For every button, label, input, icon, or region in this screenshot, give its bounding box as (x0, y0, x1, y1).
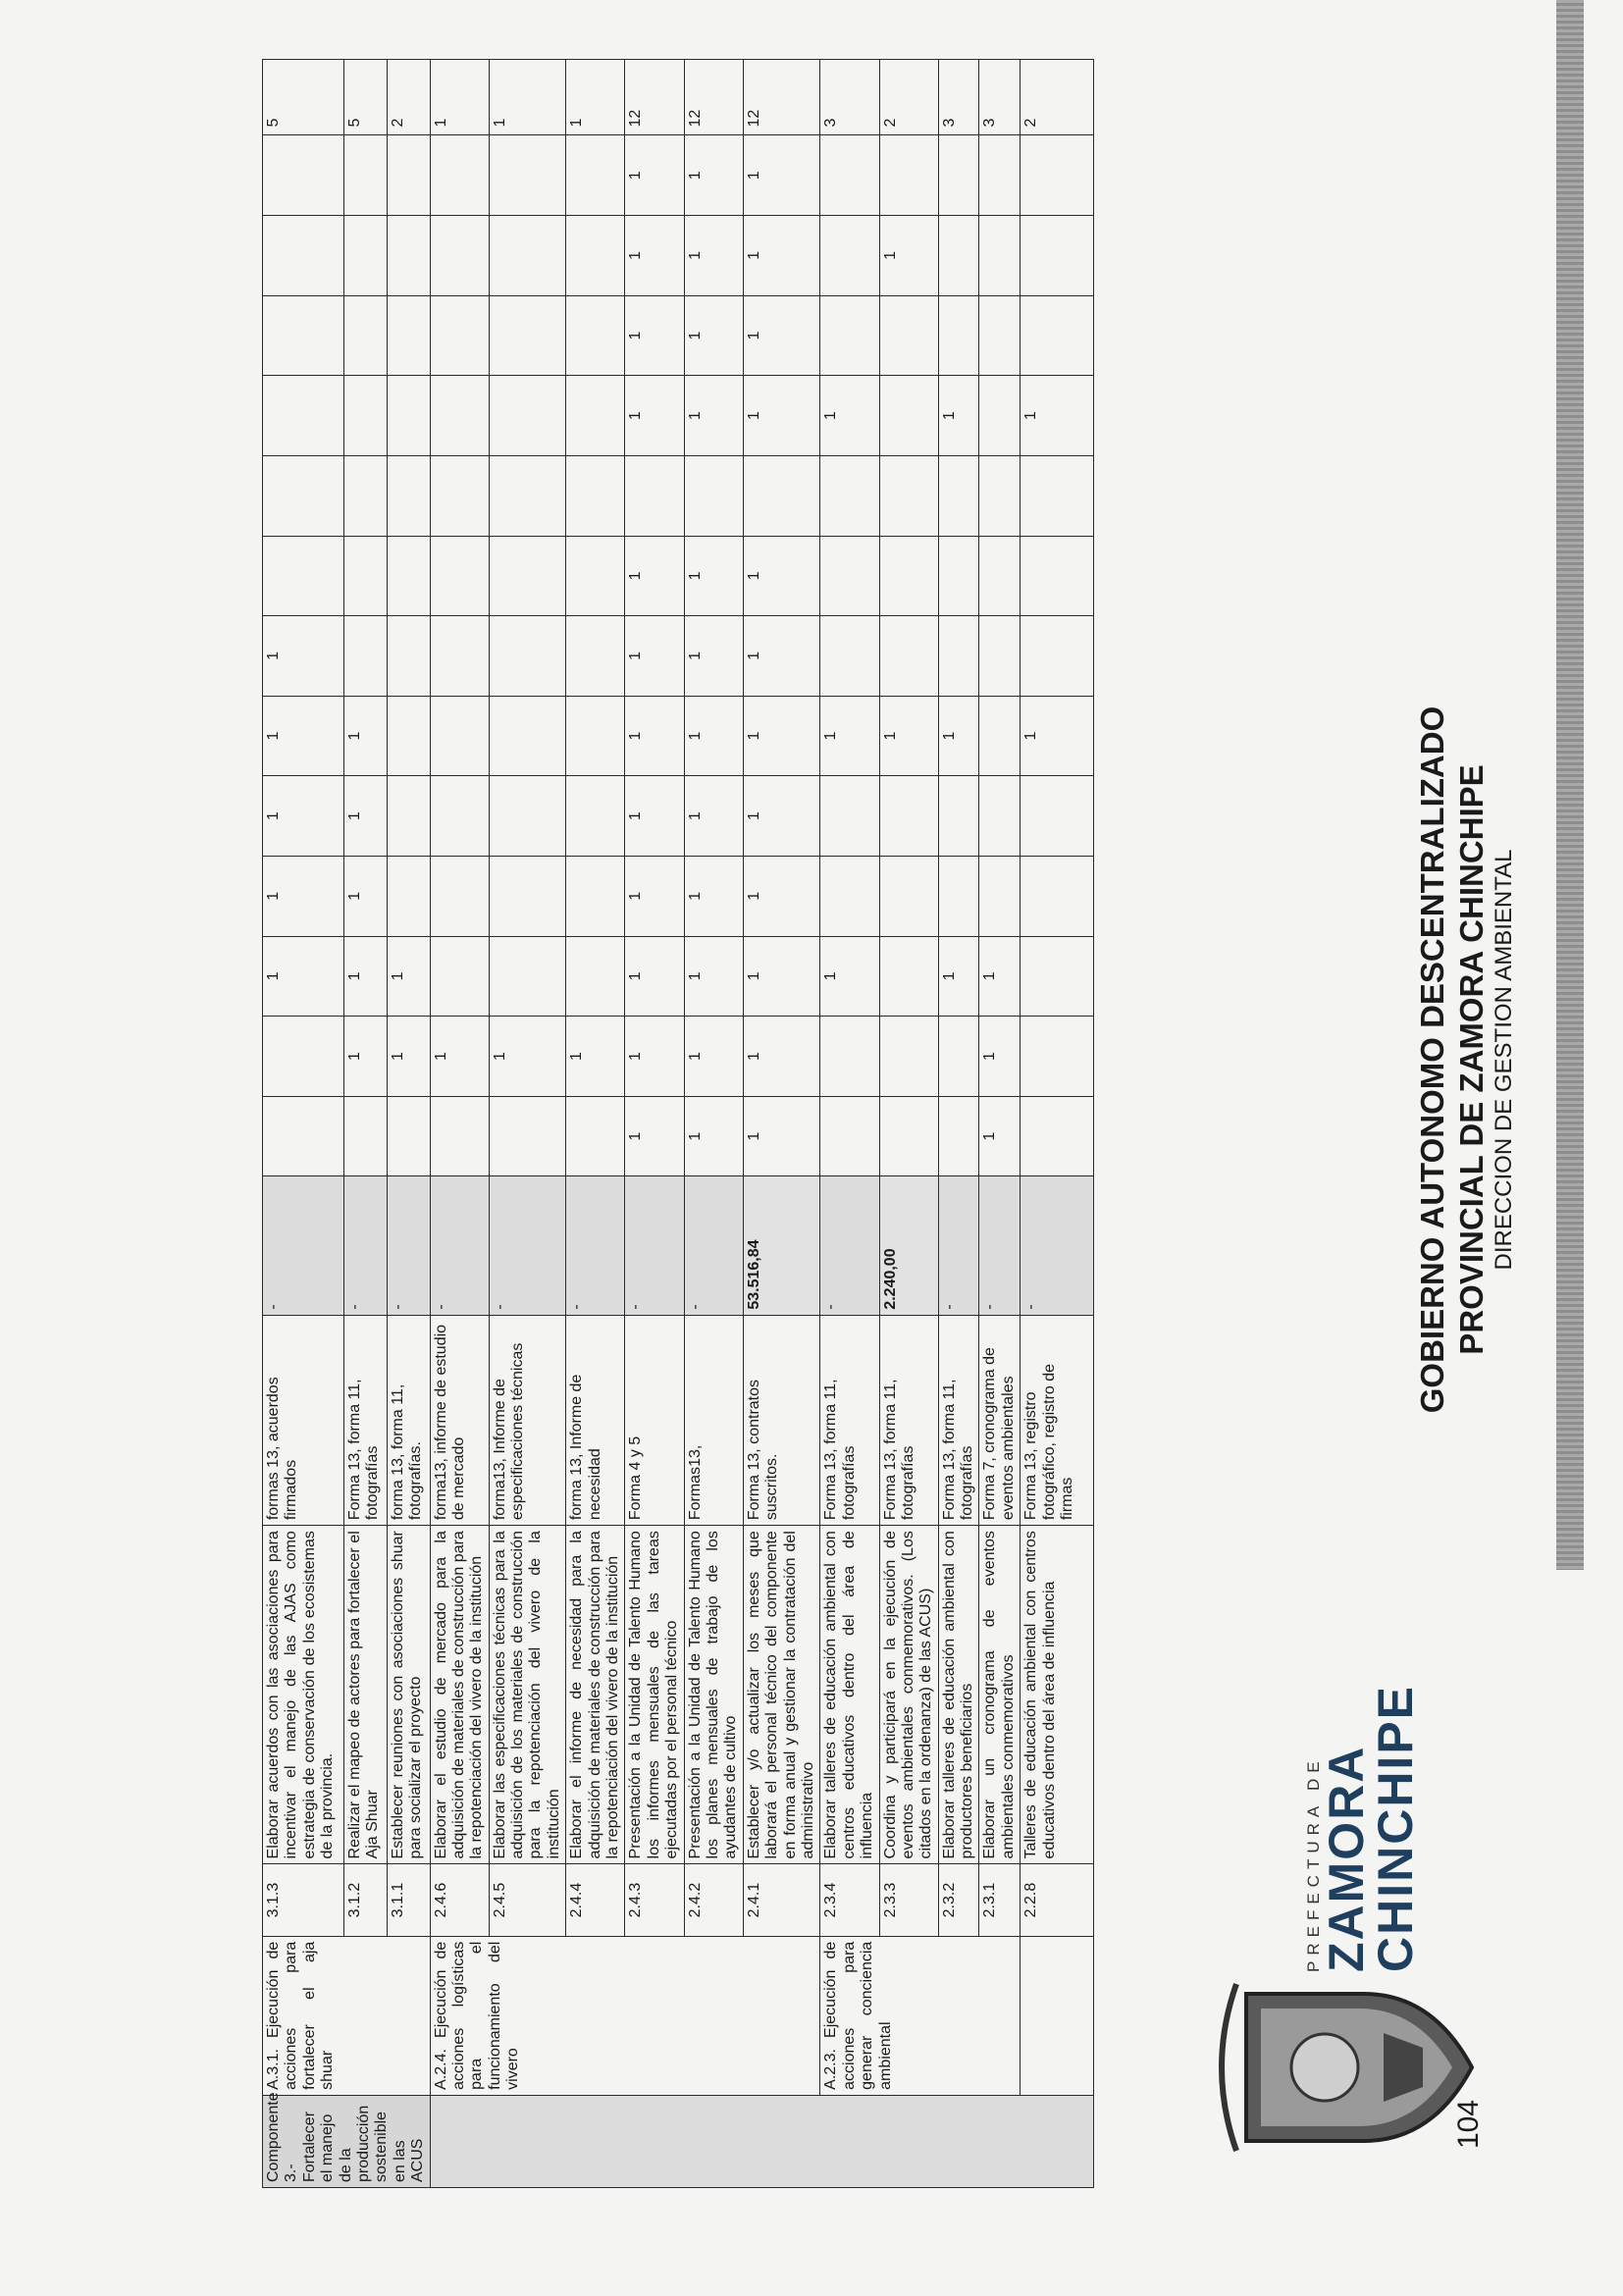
month-cell: 1 (743, 616, 820, 697)
month-cell: 1 (743, 216, 820, 296)
title-subtitle: DIRECCION DE GESTION AMBIENTAL (1491, 849, 1518, 1271)
month-cell (820, 536, 879, 616)
month-cell (489, 536, 566, 616)
month-cell (743, 455, 820, 536)
table-row (979, 60, 1021, 2188)
table-row (743, 60, 820, 2188)
month-cell: 1 (489, 1017, 566, 1097)
month-cell (263, 216, 344, 296)
brand-line-1: ZAMORA (1319, 1745, 1374, 1972)
month-cell (938, 616, 979, 697)
month-cell (1021, 536, 1094, 616)
month-cell: 1 (684, 1017, 743, 1097)
month-cell: 1 (343, 856, 387, 936)
month-cell: 1 (684, 376, 743, 456)
prefecture-logo (1217, 1974, 1482, 2161)
month-cell: 1 (625, 376, 684, 456)
month-cell: 1 (625, 776, 684, 857)
month-cell: 1 (979, 1096, 1021, 1176)
month-cell (979, 776, 1021, 857)
activity-code: 2.4.1 (743, 1864, 820, 1936)
month-cell (820, 1096, 879, 1176)
table-row (684, 60, 743, 2188)
budget-amount: - (938, 1176, 979, 1315)
activity-code: 2.2.8 (1021, 1864, 1094, 1936)
activity-description: Realizar el mapeo de actores para fortalecer el Aja Shuar (343, 1526, 387, 1864)
month-cell (263, 295, 344, 376)
month-cell (263, 135, 344, 216)
month-cell: 1 (743, 696, 820, 776)
verification-means: Forma 13, registro fotográfico, registro de firmas (1021, 1315, 1094, 1525)
month-cell: 1 (743, 536, 820, 616)
action-group-cell: A.2.3. Ejecución de acciones para generar conciencia ambiental (820, 1936, 1021, 2095)
month-cell (566, 295, 625, 376)
month-cell (343, 376, 387, 456)
month-cell (879, 536, 938, 616)
budget-amount: - (979, 1176, 1021, 1315)
verification-means: Forma 13, forma 11, fotografías (820, 1315, 879, 1525)
month-cell: 1 (625, 135, 684, 216)
month-cell: 1 (684, 135, 743, 216)
month-cell: 1 (879, 216, 938, 296)
table-row (625, 60, 684, 2188)
activity-code: 2.4.2 (684, 1864, 743, 1936)
month-cell: 1 (684, 216, 743, 296)
activity-code: 2.4.4 (566, 1864, 625, 1936)
month-cell (566, 1096, 625, 1176)
month-cell (1021, 295, 1094, 376)
total-cell: 5 (263, 60, 344, 136)
activity-code: 2.4.6 (430, 1864, 489, 1936)
month-cell (820, 216, 879, 296)
budget-amount: 53.516,84 (743, 1176, 820, 1315)
brand-block (1304, 1684, 1423, 1972)
month-cell: 1 (743, 856, 820, 936)
month-cell: 1 (879, 696, 938, 776)
month-cell (566, 376, 625, 456)
budget-amount: - (387, 1176, 430, 1315)
verification-means: forma 13, Informe de necesidad (566, 1315, 625, 1525)
activity-description: Elaborar las especificaciones técnicas para la adquisición de los materiales de construcción para la repotenciación del vivero de la institución (489, 1526, 566, 1864)
table-row (566, 60, 625, 2188)
table-row (1021, 60, 1094, 2188)
month-cell: 1 (430, 1017, 489, 1097)
verification-means: Forma 13, forma 11, fotografías (343, 1315, 387, 1525)
activity-description: Elaborar talleres de educación ambiental con productores beneficiarios (938, 1526, 979, 1864)
action-group-cell: A.3.1. Ejecución de acciones para fortalecer el aja shuar (263, 1936, 431, 2095)
month-cell (1021, 936, 1094, 1017)
activity-code: 2.3.4 (820, 1864, 879, 1936)
activity-code: 2.3.2 (938, 1864, 979, 1936)
component-cell: Componente 3.- Fortalecer el manejo de la producción sostenible en las ACUS (263, 2095, 431, 2187)
activity-description: Presentación a la Unidad de Talento Humano los informes mensuales de las tareas ejecutadas por el personal técnico (625, 1526, 684, 1864)
activity-table (262, 59, 1094, 2188)
month-cell (938, 776, 979, 857)
document-title (1413, 373, 1519, 1747)
month-cell: 1 (387, 936, 430, 1017)
activity-description: Elaborar el estudio de mercado para la adquisición de materiales de construcción para la repotenciación del vivero de la institución (430, 1526, 489, 1864)
month-cell (387, 216, 430, 296)
month-cell: 1 (820, 696, 879, 776)
month-cell (343, 1096, 387, 1176)
activity-description: Elaborar acuerdos con las asociaciones para incentivar el manejo de las AJAS como estrategia de conservación de los ecosistemas de la provincia. (263, 1526, 344, 1864)
month-cell: 1 (684, 616, 743, 697)
month-cell (879, 936, 938, 1017)
budget-amount: - (263, 1176, 344, 1315)
month-cell (387, 135, 430, 216)
month-cell (430, 536, 489, 616)
month-cell (938, 135, 979, 216)
month-cell: 1 (938, 696, 979, 776)
table-row (263, 60, 344, 2188)
total-cell: 3 (938, 60, 979, 136)
activity-description: Establecer reuniones con asociaciones shuar para socializar el proyecto (387, 1526, 430, 1864)
month-cell (879, 455, 938, 536)
month-cell (979, 216, 1021, 296)
month-cell (979, 856, 1021, 936)
month-cell (566, 936, 625, 1017)
month-cell: 1 (625, 1096, 684, 1176)
month-cell: 1 (743, 295, 820, 376)
total-cell: 3 (979, 60, 1021, 136)
table-row (820, 60, 879, 2188)
budget-amount: - (489, 1176, 566, 1315)
month-cell: 1 (743, 135, 820, 216)
month-cell (489, 856, 566, 936)
month-cell: 1 (263, 696, 344, 776)
month-cell (263, 536, 344, 616)
month-cell (263, 455, 344, 536)
month-cell: 1 (1021, 696, 1094, 776)
verification-means: Forma 13, forma 11, fotografías (879, 1315, 938, 1525)
month-cell (879, 616, 938, 697)
total-cell: 1 (566, 60, 625, 136)
month-cell (489, 776, 566, 857)
month-cell (430, 856, 489, 936)
budget-amount: - (684, 1176, 743, 1315)
month-cell (387, 856, 430, 936)
budget-amount: 2.240,00 (879, 1176, 938, 1315)
month-cell (430, 216, 489, 296)
month-cell: 1 (743, 936, 820, 1017)
activity-description: Elaborar talleres de educación ambiental con centros educativos dentro del área de influencia (820, 1526, 879, 1864)
verification-means: Formas13, (684, 1315, 743, 1525)
activity-code: 2.3.1 (979, 1864, 1021, 1936)
month-cell (566, 455, 625, 536)
month-cell: 1 (343, 1017, 387, 1097)
activity-code: 3.1.3 (263, 1864, 344, 1936)
month-cell (430, 696, 489, 776)
month-cell: 1 (743, 1096, 820, 1176)
budget-amount: - (430, 1176, 489, 1315)
budget-amount: - (625, 1176, 684, 1315)
month-cell (263, 376, 344, 456)
month-cell (343, 536, 387, 616)
month-cell (263, 1017, 344, 1097)
month-cell (489, 376, 566, 456)
table-row (343, 60, 387, 2188)
month-cell (1021, 135, 1094, 216)
month-cell (343, 616, 387, 697)
month-cell (979, 616, 1021, 697)
budget-amount: - (343, 1176, 387, 1315)
activity-description: Presentación a la Unidad de Talento Humano los planes mensuales de trabajo de los ayudantes de cultivo (684, 1526, 743, 1864)
month-cell: 1 (820, 376, 879, 456)
month-cell (625, 455, 684, 536)
month-cell (566, 616, 625, 697)
month-cell (566, 135, 625, 216)
table-row (489, 60, 566, 2188)
total-cell: 12 (625, 60, 684, 136)
month-cell: 1 (343, 776, 387, 857)
month-cell: 1 (343, 696, 387, 776)
month-cell (489, 295, 566, 376)
title-line-2: PROVINCIAL DE ZAMORA CHINCHIPE (1452, 764, 1490, 1355)
month-cell (387, 455, 430, 536)
month-cell (566, 536, 625, 616)
month-cell: 1 (743, 376, 820, 456)
activity-description: Elaborar un cronograma de eventos ambientales conmemorativos (979, 1526, 1021, 1864)
verification-means: Forma 4 y 5 (625, 1315, 684, 1525)
total-cell: 2 (1021, 60, 1094, 136)
month-cell (879, 1017, 938, 1097)
budget-amount: - (566, 1176, 625, 1315)
month-cell (1021, 1017, 1094, 1097)
month-cell: 1 (684, 936, 743, 1017)
month-cell (979, 376, 1021, 456)
month-cell: 1 (343, 936, 387, 1017)
month-cell: 1 (938, 936, 979, 1017)
month-cell (820, 455, 879, 536)
month-cell: 1 (684, 295, 743, 376)
activity-code: 3.1.2 (343, 1864, 387, 1936)
month-cell: 1 (1021, 376, 1094, 456)
month-cell (387, 376, 430, 456)
month-cell: 1 (387, 1017, 430, 1097)
activity-code: 2.4.5 (489, 1864, 566, 1936)
month-cell (387, 295, 430, 376)
month-cell (879, 856, 938, 936)
month-cell: 1 (625, 1017, 684, 1097)
month-cell (979, 135, 1021, 216)
month-cell (263, 1096, 344, 1176)
month-cell: 1 (820, 936, 879, 1017)
month-cell (430, 295, 489, 376)
month-cell (489, 455, 566, 536)
month-cell (489, 216, 566, 296)
month-cell (430, 376, 489, 456)
month-cell (566, 216, 625, 296)
total-cell: 5 (343, 60, 387, 136)
month-cell (938, 1017, 979, 1097)
month-cell: 1 (979, 936, 1021, 1017)
month-cell (879, 376, 938, 456)
month-cell (879, 1096, 938, 1176)
month-cell (1021, 455, 1094, 536)
month-cell (979, 295, 1021, 376)
action-group-cell-empty (1021, 1936, 1094, 2095)
month-cell: 1 (625, 696, 684, 776)
verification-means: Forma 13, forma 11, fotografías (938, 1315, 979, 1525)
month-cell (387, 536, 430, 616)
month-cell: 1 (979, 1017, 1021, 1097)
activity-code: 3.1.1 (387, 1864, 430, 1936)
month-cell (343, 295, 387, 376)
month-cell (489, 696, 566, 776)
month-cell (938, 1096, 979, 1176)
total-cell: 3 (820, 60, 879, 136)
month-cell (387, 696, 430, 776)
total-cell: 2 (879, 60, 938, 136)
month-cell (387, 776, 430, 857)
title-line-1: GOBIERNO AUTONOMO DESCENTRALIZADO (1414, 705, 1450, 1414)
month-cell (979, 536, 1021, 616)
month-cell (489, 936, 566, 1017)
month-cell (430, 776, 489, 857)
activity-description: Elaborar el informe de necesidad para la adquisición de materiales de construcción para la repotenciación del vivero de la institución (566, 1526, 625, 1864)
table-row (938, 60, 979, 2188)
table-row (387, 60, 430, 2188)
month-cell (489, 1096, 566, 1176)
month-cell (343, 216, 387, 296)
month-cell (1021, 616, 1094, 697)
action-group-cell: A.2.4. Ejecución de acciones logísticas para el funcionamiento del vivero (430, 1936, 820, 2095)
month-cell (979, 696, 1021, 776)
month-cell (938, 536, 979, 616)
month-cell: 1 (263, 616, 344, 697)
month-cell: 1 (263, 776, 344, 857)
verification-means: forma 13, forma 11, fotografías. (387, 1315, 430, 1525)
month-cell (566, 856, 625, 936)
month-cell (489, 135, 566, 216)
month-cell: 1 (625, 616, 684, 697)
month-cell (343, 135, 387, 216)
month-cell (938, 856, 979, 936)
verification-means: formas 13, acuerdos firmados (263, 1315, 344, 1525)
month-cell (430, 936, 489, 1017)
month-cell: 1 (743, 776, 820, 857)
month-cell (938, 216, 979, 296)
component-cell-empty (430, 2095, 1094, 2187)
table-row (430, 60, 489, 2188)
total-cell: 1 (430, 60, 489, 136)
budget-amount: - (820, 1176, 879, 1315)
verification-means: forma13, informe de estudio de mercado (430, 1315, 489, 1525)
month-cell: 1 (625, 295, 684, 376)
budget-amount: - (1021, 1176, 1094, 1315)
month-cell: 1 (938, 376, 979, 456)
month-cell (879, 776, 938, 857)
month-cell (820, 135, 879, 216)
total-cell: 2 (387, 60, 430, 136)
month-cell (387, 1096, 430, 1176)
verification-means: Forma 13, contratos suscritos. (743, 1315, 820, 1525)
table-row (879, 60, 938, 2188)
activity-code: 2.4.3 (625, 1864, 684, 1936)
month-cell (938, 455, 979, 536)
month-cell (1021, 1096, 1094, 1176)
total-cell: 12 (743, 60, 820, 136)
verification-means: Forma 7, cronograma de eventos ambientales (979, 1315, 1021, 1525)
month-cell: 1 (625, 216, 684, 296)
month-cell (489, 616, 566, 697)
month-cell (566, 776, 625, 857)
month-cell (820, 1017, 879, 1097)
month-cell (820, 856, 879, 936)
month-cell: 1 (625, 536, 684, 616)
total-cell: 12 (684, 60, 743, 136)
month-cell: 1 (684, 1096, 743, 1176)
month-cell (430, 135, 489, 216)
brand-line-2: CHINCHIPE (1368, 1684, 1423, 1972)
month-cell (820, 295, 879, 376)
month-cell (343, 455, 387, 536)
month-cell (1021, 216, 1094, 296)
verification-means: forma13, Informe de especificaciones técnicas (489, 1315, 566, 1525)
month-cell (979, 455, 1021, 536)
activity-code: 2.3.3 (879, 1864, 938, 1936)
month-cell (938, 295, 979, 376)
month-cell: 1 (684, 856, 743, 936)
page-number: 104 (1452, 2099, 1485, 2149)
month-cell: 1 (684, 536, 743, 616)
month-cell: 1 (625, 856, 684, 936)
brand-prefix: PREFECTURA DE (1304, 1755, 1323, 1972)
month-cell: 1 (566, 1017, 625, 1097)
month-cell (820, 616, 879, 697)
activity-description: Establecer y/o actualizar los meses que laborará el personal técnico del componente en forma anual y gestionar la contratación del administrativo (743, 1526, 820, 1864)
month-cell (879, 295, 938, 376)
month-cell (879, 135, 938, 216)
month-cell (430, 455, 489, 536)
month-cell: 1 (684, 696, 743, 776)
month-cell (430, 616, 489, 697)
month-cell (387, 616, 430, 697)
month-cell (1021, 856, 1094, 936)
activity-description: Talleres de educación ambiental con centros educativos dentro del área de influencia (1021, 1526, 1094, 1864)
month-cell: 1 (625, 936, 684, 1017)
total-cell: 1 (489, 60, 566, 136)
activity-description: Coordina y participará en la ejecución de eventos ambientales conmemorativos. (Los citados en la ordenanza) de las ACUS) (879, 1526, 938, 1864)
month-cell: 1 (684, 776, 743, 857)
month-cell: 1 (263, 856, 344, 936)
month-cell (1021, 776, 1094, 857)
month-cell: 1 (263, 936, 344, 1017)
month-cell (430, 1096, 489, 1176)
month-cell (566, 696, 625, 776)
month-cell (684, 455, 743, 536)
month-cell: 1 (743, 1017, 820, 1097)
month-cell (820, 776, 879, 857)
